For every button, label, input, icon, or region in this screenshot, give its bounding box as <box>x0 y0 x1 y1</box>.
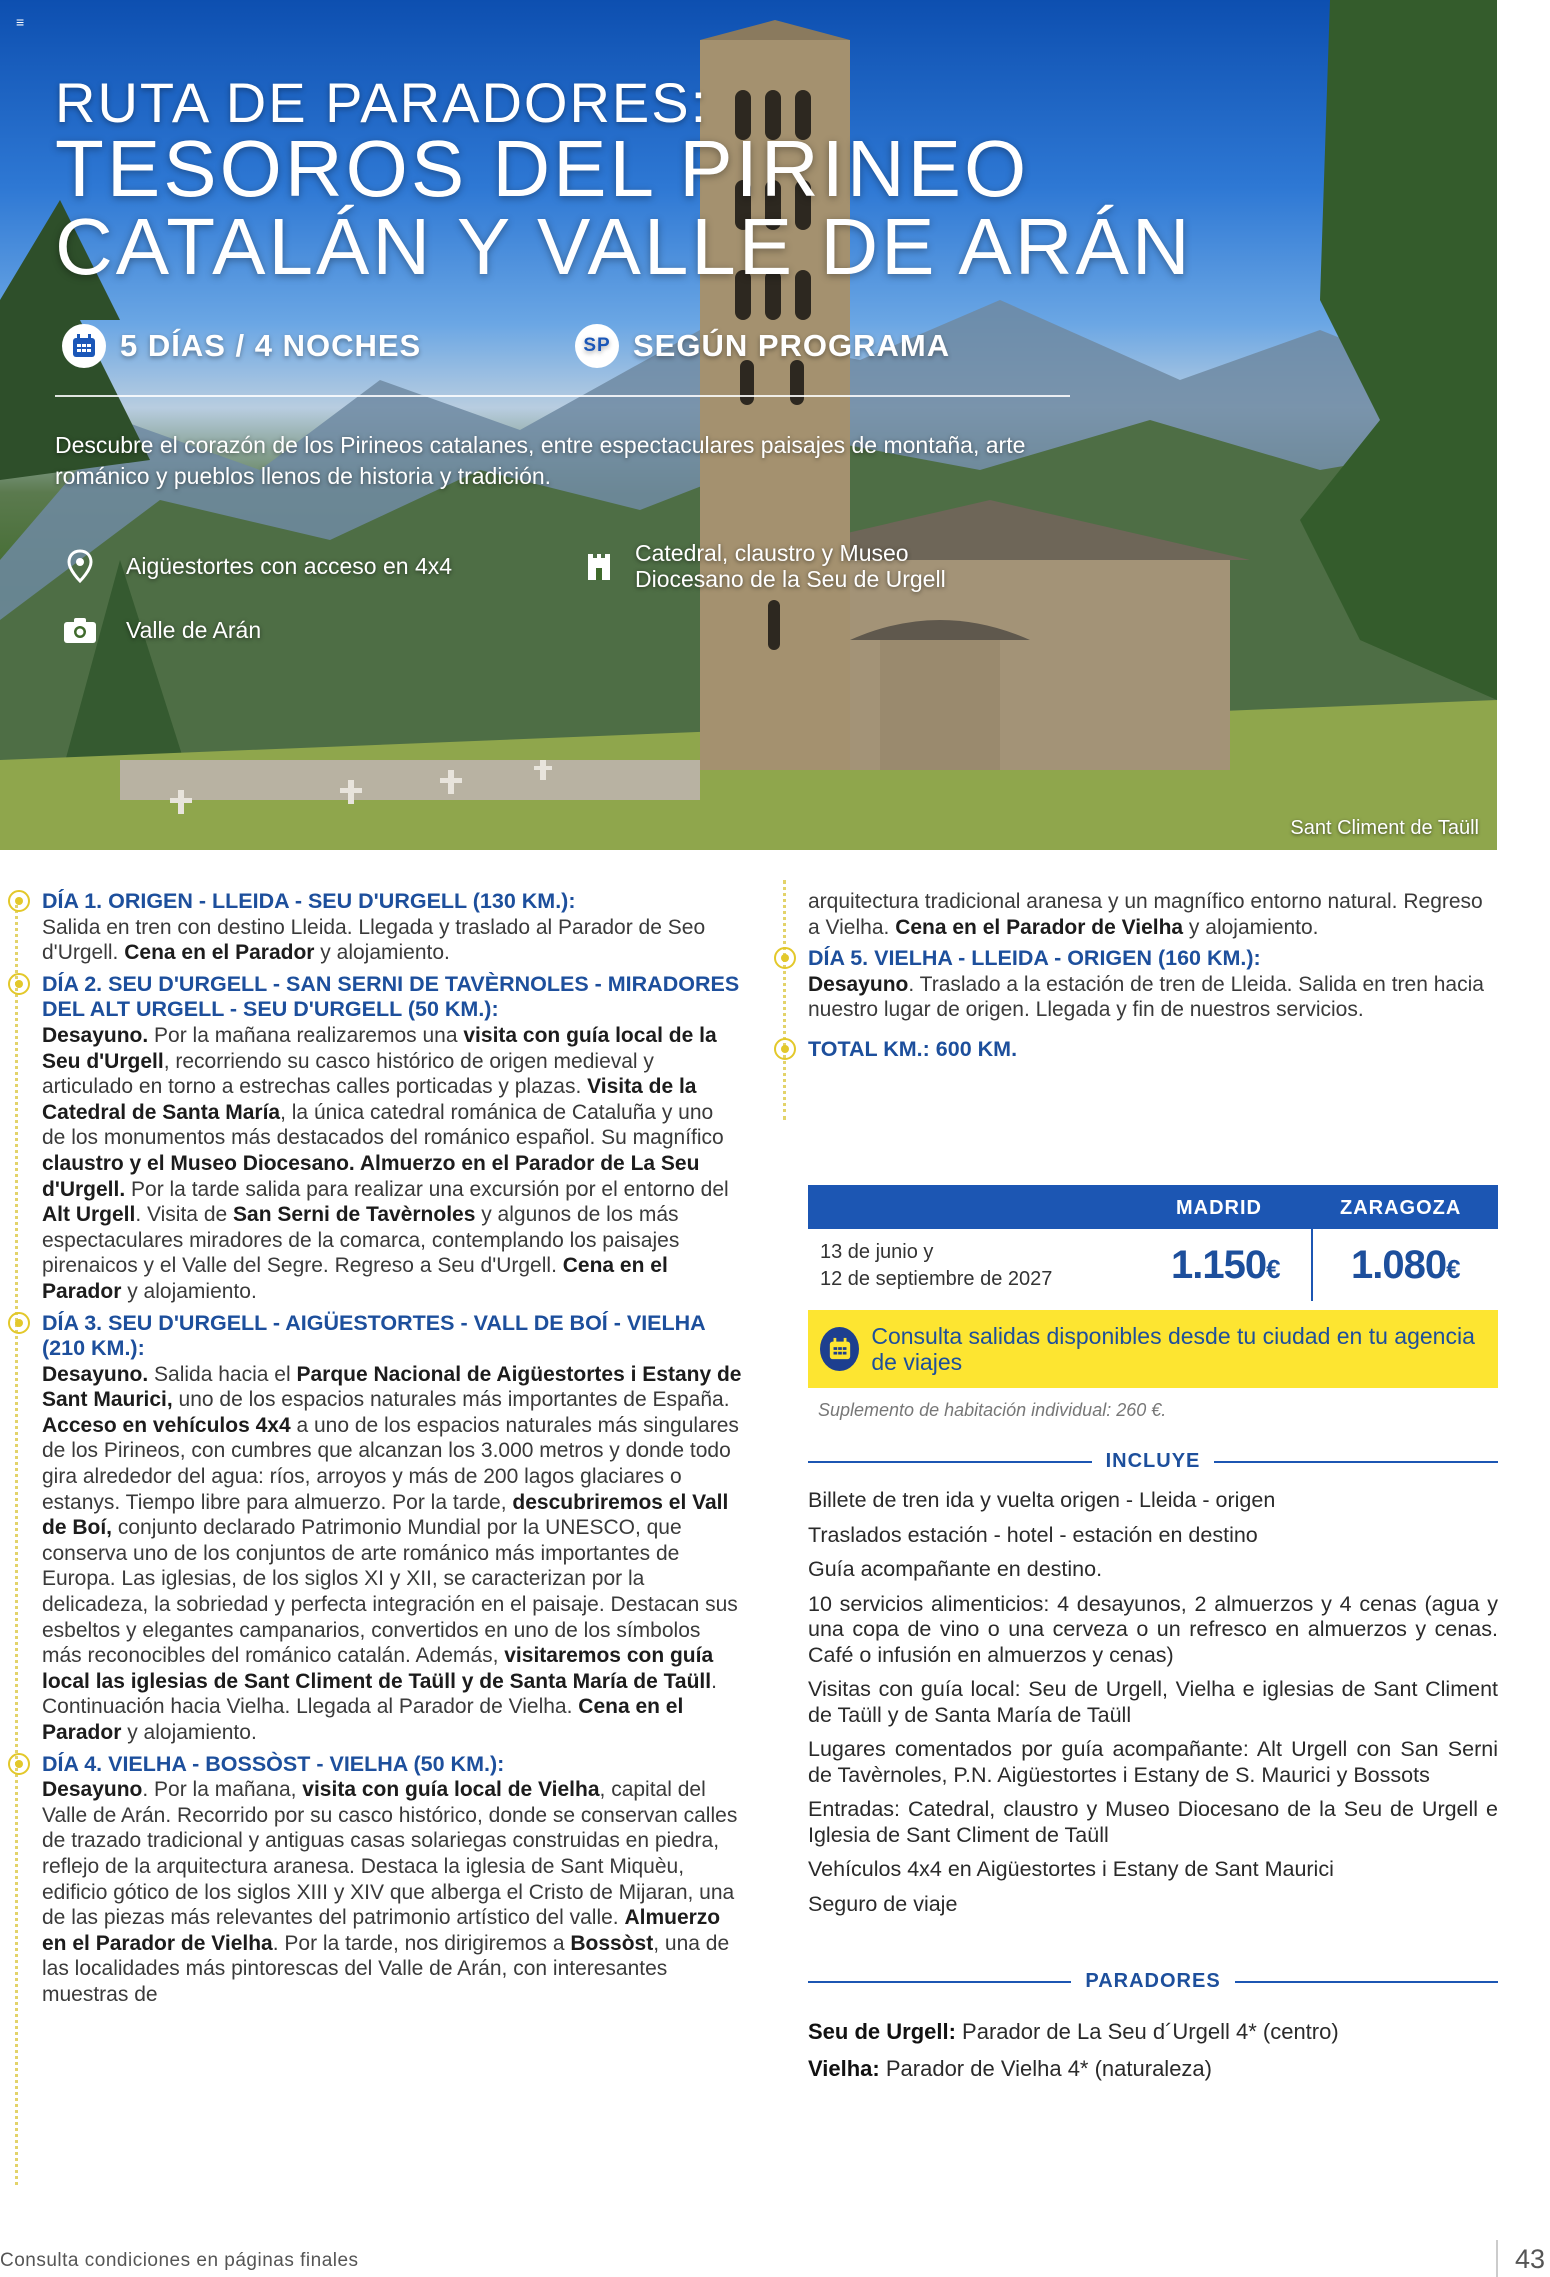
list-item: Guía acompañante en destino. <box>808 1557 1103 1581</box>
castle-icon <box>585 548 613 584</box>
day-4 <box>42 1752 742 2008</box>
day-2 <box>42 972 742 1305</box>
itinerary-right <box>808 889 1498 1069</box>
day-3 <box>42 1311 742 1746</box>
camera-icon <box>62 612 98 648</box>
timeline-bullet <box>8 890 30 912</box>
timeline-line <box>783 880 786 1120</box>
map-pin-icon <box>62 548 98 584</box>
total-km <box>808 1037 1498 1063</box>
parador-seu-urgell: Seu de Urgell: Parador de La Seu d´Urgell 4* (centro) <box>808 2019 1339 2044</box>
highlight-valle-aran <box>62 612 261 648</box>
page-title <box>55 124 1193 291</box>
duration-badge <box>62 322 421 370</box>
itinerary-left <box>42 889 742 2014</box>
day-heading: DÍA 1. ORIGEN - LLEIDA - SEU D'URGELL (130 KM.): <box>42 889 576 913</box>
program-badge <box>575 322 950 370</box>
day-text: Desayuno. Traslado a la estación de tren de Lleida. Salida en tren hacia nuestro lugar de origen. Llegada y fin de nuestros servicios. <box>808 972 1484 1022</box>
brand-logo: ≡ <box>16 14 25 30</box>
page-divider <box>1496 2240 1498 2277</box>
price-table-row <box>808 1229 1498 1309</box>
photo-caption: Sant Climent de Taüll <box>1290 817 1479 839</box>
price-zaragoza: 1.080€ <box>1351 1243 1460 1287</box>
page-number: 43 <box>1515 2244 1546 2274</box>
list-item: Entradas: Catedral, claustro y Museo Diocesano de la Seu de Urgell e Iglesia de Sant Climent de Taüll <box>808 1797 1498 1847</box>
paradores-heading: PARADORES <box>808 1970 1498 1994</box>
price-table-header <box>808 1185 1498 1229</box>
timeline-line <box>15 905 18 2185</box>
supplement-note: Suplemento de habitación individual: 260 €. <box>818 1400 1167 1420</box>
paradores-list <box>808 2013 1498 2087</box>
parador-vielha: Vielha: Parador de Vielha 4* (naturaleza) <box>808 2056 1212 2081</box>
total-km-text: TOTAL KM.: 600 KM. <box>808 1036 1018 1061</box>
list-item: 10 servicios alimenticios: 4 desayunos, 2 almuerzos y 4 cenas (agua y una copa de vino o una cerveza o un refresco en almuerzos y cenas. Café o infusión en almuerzos y cenas) <box>808 1591 1498 1667</box>
day-text: Desayuno. Por la mañana realizaremos una visita con guía local de la Seu d'Urgell, recorriendo su casco histórico de origen medieval y articulado en torno a estrechas calles porticadas y plazas. Visita de la Catedral de Santa María, la única catedral románica de Cataluña y uno de los monumentos más destacados del románico español. Su magnífico claustro y el Museo Diocesano. Almuerzo en el Parador de La Seu d'Urgell. Por la tarde salida para realizar una excursión por el entorno del Alt Urgell. Visita de San Serni de Tavèrnoles y algunos de los más espectaculares miradores de la comarca, contemplando los paisajes pirenaicos y el Valle del Segre. Regreso a Seu d'Urgell. Cena en el Parador y alojamiento. <box>42 1023 729 1303</box>
price-madrid: 1.150€ <box>1171 1243 1280 1287</box>
program-text: SEGÚN PROGRAMA <box>633 328 951 363</box>
incluye-list <box>808 1488 1498 1926</box>
col-zaragoza: ZARAGOZA <box>1340 1197 1462 1219</box>
list-item: Seguro de viaje <box>808 1891 958 1916</box>
list-item: Traslados estación - hotel - estación en destino <box>808 1522 1258 1547</box>
duration-text: 5 DÍAS / 4 NOCHES <box>120 328 422 363</box>
timeline-bullet <box>8 1312 30 1334</box>
title-line-2: CATALÁN Y VALLE DE ARÁN <box>55 202 1193 291</box>
day-heading: DÍA 2. SEU D'URGELL - SAN SERNI DE TAVÈRNOLES - MIRADORES DEL ALT URGELL - SEU D'URGELL (50 KM.): <box>42 971 740 1022</box>
incluye-heading: INCLUYE <box>808 1450 1498 1474</box>
day-5 <box>808 946 1498 1023</box>
highlight-label: Aigüestortes con acceso en 4x4 <box>126 553 453 579</box>
pre-title: RUTA DE PARADORES: <box>55 71 709 134</box>
highlight-catedral <box>585 540 1005 592</box>
day-heading: DÍA 4. VIELHA - BOSSÒST - VIELHA (50 KM.): <box>42 1751 505 1776</box>
timeline-bullet <box>8 973 30 995</box>
day-text: Salida en tren con destino Lleida. Llegada y traslado al Parador de Seo d'Urgell. Cena en el Parador y alojamiento. <box>42 915 706 965</box>
col-madrid: MADRID <box>1176 1197 1262 1219</box>
consulta-text: Consulta salidas disponibles desde tu ciudad en tu agencia de viajes <box>871 1323 1475 1375</box>
highlight-label: Valle de Arán <box>126 617 262 643</box>
highlight-aiguestortes <box>62 548 452 584</box>
hero-banner <box>0 0 1497 850</box>
list-item: Vehículos 4x4 en Aigüestortes i Estany de Sant Maurici <box>808 1857 1334 1881</box>
calendar-icon <box>820 1327 859 1371</box>
sp-icon: SP <box>575 324 619 368</box>
title-line-1: TESOROS DEL PIRINEO <box>55 124 1030 213</box>
list-item: Visitas con guía local: Seu de Urgell, Vielha e iglesias de Sant Climent de Taüll y de Santa María de Taüll <box>808 1677 1498 1727</box>
consulta-banner <box>808 1310 1498 1388</box>
departure-dates: 13 de junio y 12 de septiembre de 2027 <box>820 1241 1053 1290</box>
hero-divider <box>55 395 1070 397</box>
timeline-bullet <box>774 1038 796 1060</box>
day-4-continued <box>808 889 1498 940</box>
calendar-icon <box>62 324 106 368</box>
day-text: Desayuno. Por la mañana, visita con guía local de Vielha, capital del Valle de Arán. Recorrido por su casco histórico, donde se conservan calles de trazado tradicional y antiguas casas solariegas construidas en piedra, reflejo de la arquitectura aranesa. Destaca la iglesia de Sant Miquèu, edificio gótico de los siglos XIII y XIV que alberga el Cristo de Mijaran, una de las piezas más relevantes del patrimonio artístico del valle. Almuerzo en el Parador de Vielha. Por la tarde, nos dirigiremos a Bossòst, una de las localidades más pintorescas del Valle de Arán, con interesantes muestras de <box>42 1778 738 2006</box>
day-heading: DÍA 5. VIELHA - LLEIDA - ORIGEN (160 KM.): <box>808 946 1261 971</box>
day-1 <box>42 889 742 966</box>
list-item: Billete de tren ida y vuelta origen - Lleida - origen <box>808 1488 1276 1512</box>
day-heading: DÍA 3. SEU D'URGELL - AIGÜESTORTES - VALL DE BOÍ - VIELHA (210 KM.): <box>42 1310 705 1361</box>
day-text: Desayuno. Salida hacia el Parque Nacional de Aigüestortes i Estany de Sant Maurici, uno de los espacios naturales más importantes de España. Acceso en vehículos 4x4 a uno de los espacios naturales más singulares de los Pirineos, con cumbres que alcanzan los 3.000 metros y donde todo gira alrededor del agua: ríos, arroyos y más de 200 lagos glaciares o estanys. Tiempo libre para almuerzo. Por la tarde, descubriremos el Vall de Boí, conjunto declarado Patrimonio Mundial por la UNESCO, que conserva uno de los conjuntos de arte románico más importantes de Europa. Las iglesias, de los siglos XI y XII, se caracterizan por la delicadeza, la sobriedad y perfecta integración en el paisaje. Destacan sus esbeltos y elegantes campanarios, convertidos en uno de los símbolos más reconocibles del románico catalán. Además, visitaremos con guía local las iglesias de Sant Climent de Taüll y de Santa María de Taüll. Continuación hacia Vielha. Llegada al Parador de Vielha. Cena en el Parador y alojamiento. <box>42 1362 742 1744</box>
timeline-bullet <box>774 947 796 969</box>
list-item: Lugares comentados por guía acompañante: Alt Urgell con San Serni de Tavèrnoles, P.N. Aigüestortes i Estany de S. Maurici y Bossots <box>808 1737 1498 1787</box>
day-text: arquitectura tradicional aranesa y un magnífico entorno natural. Regreso a Vielha. Cena en el Parador de Vielha y alojamiento. <box>808 890 1483 939</box>
highlight-label: Catedral, claustro y Museo Diocesano de la Seu de Urgell <box>635 540 946 592</box>
intro-text: Descubre el corazón de los Pirineos catalanes, entre espectaculares paisajes de montaña, arte románico y pueblos llenos de historia y tradición. <box>55 432 1026 489</box>
price-divider <box>1311 1229 1313 1301</box>
timeline-bullet <box>8 1753 30 1775</box>
footer-note: Consulta condiciones en páginas finales <box>0 2250 359 2271</box>
